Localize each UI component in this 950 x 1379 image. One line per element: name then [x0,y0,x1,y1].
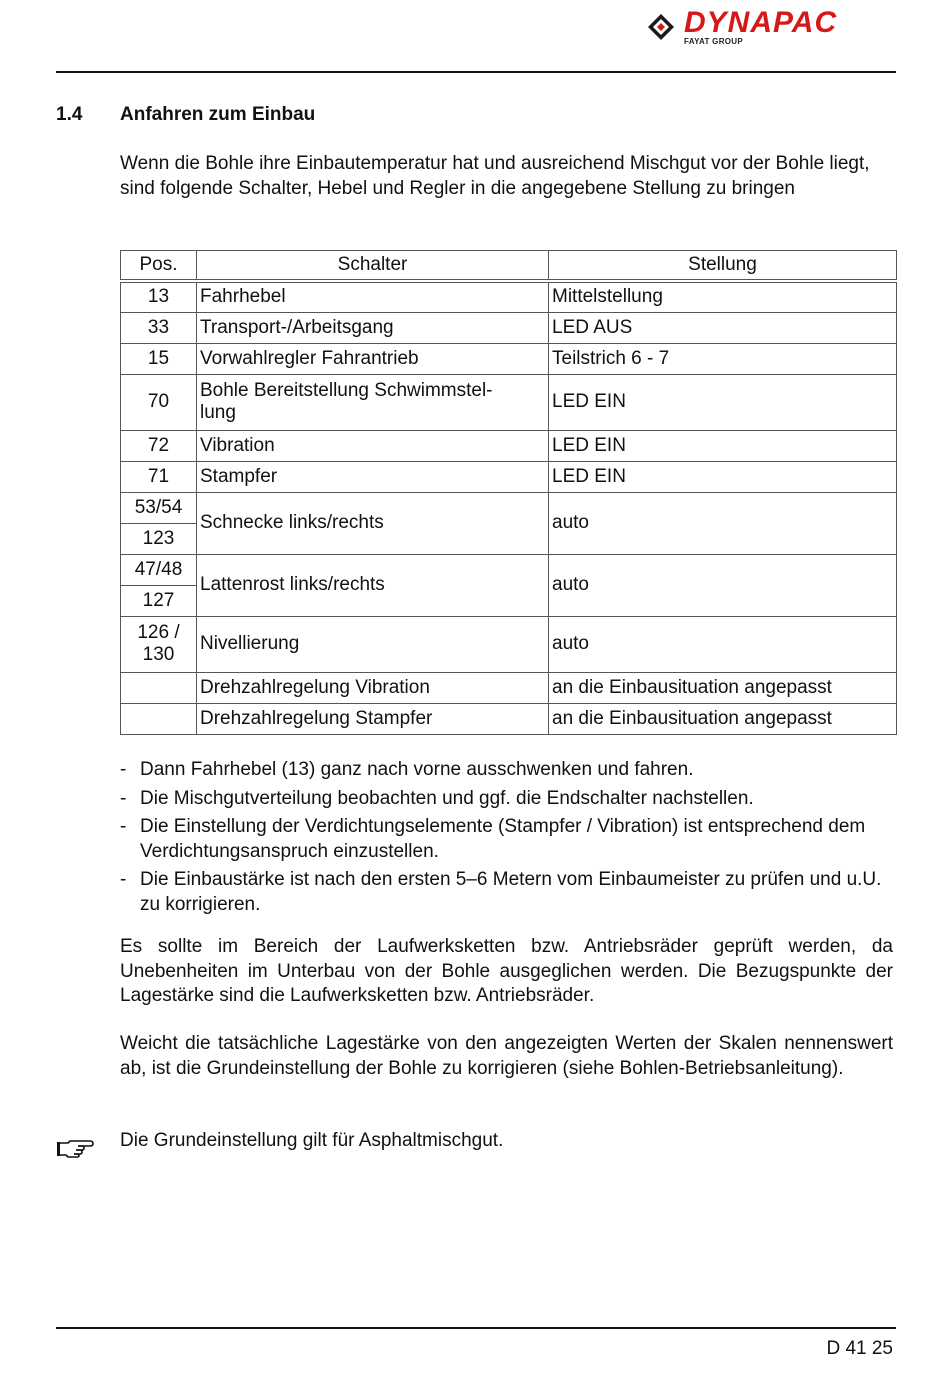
cell-schalter: Lattenrost links/rechts [197,554,549,616]
cell-stellung: LED EIN [549,374,897,430]
cell-stellung: auto [549,492,897,554]
cell-pos: 123 [121,523,197,554]
cell-pos: 13 [121,281,197,312]
pos-text: 126 / 130 [137,622,180,665]
cell-pos: 47/48 [121,554,197,585]
cell-pos: 72 [121,430,197,461]
cell-pos [121,703,197,734]
table-row [121,616,897,672]
cell-stellung: LED EIN [549,430,897,461]
logo-subtext: FAYAT GROUP [684,37,744,46]
table-row [121,492,897,523]
dash-marker: - [120,759,127,780]
list-item-text: Die Mischgutverteilung beobachten und ggf. die Endschalter nachstellen. [140,787,754,809]
cell-schalter [197,374,549,430]
cell-schalter: Vorwahlregler Fahrantrieb [197,343,549,374]
cell-stellung: auto [549,554,897,616]
cell-schalter: Drehzahlregelung Stampfer [197,703,549,734]
cell-schalter: Transport-/Arbeitsgang [197,312,549,343]
list-item [120,868,893,917]
section-number: 1.4 [56,104,83,125]
dash-marker: - [120,816,127,837]
list-item-text: Die Einstellung der Verdichtungselemente (Stampfer / Vibration) ist entsprechend dem Verdichtungsanspruch einzustellen. [140,816,866,862]
dynapac-logo [648,8,898,48]
paragraph-laufwerk: Es sollte im Bereich der Laufwerksketten bzw. Antriebsräder geprüft werden, da Unebenheiten im Unterbau von der Bohle ausgeglichen werden. Die Bezugspunkte der Lagestärke sind die Laufwerksketten bzw. Antriebsräder. [120,936,893,1006]
settings-table [120,250,897,735]
header-rule [56,71,896,73]
cell-pos: 33 [121,312,197,343]
column-header-schalter: Schalter [197,251,549,282]
column-header-stellung: Stellung [549,251,897,282]
cell-stellung: Teilstrich 6 - 7 [549,343,897,374]
list-item [120,758,893,783]
cell-stellung: auto [549,616,897,672]
list-item [120,815,893,864]
instruction-list [120,758,893,921]
table-row [121,703,897,734]
cell-schalter: Vibration [197,430,549,461]
table-row [121,281,897,312]
logo-wordmark: DYNAPAC [684,6,838,39]
cell-pos: 15 [121,343,197,374]
paragraph-lagestaerke: Weicht die tatsächliche Lagestärke von den angezeigten Werten der Skalen nennenswert ab, ist die Grundeinstellung der Bohle zu korrigieren (siehe Bohlen-Betriebsanleitung). [120,1033,893,1079]
cell-schalter: Fahrhebel [197,281,549,312]
table-row [121,554,897,585]
section-title: Anfahren zum Einbau [120,104,316,125]
column-header-pos: Pos. [121,251,197,282]
dash-marker: - [120,869,127,890]
page-reference: D 41 25 [826,1338,893,1359]
list-item-text: Die Einbaustärke ist nach den ersten 5–6 Metern vom Einbaumeister zu prüfen und u.U. zu korrigieren. [140,869,882,915]
cell-pos: 71 [121,461,197,492]
table-row [121,374,897,430]
cell-schalter: Schnecke links/rechts [197,492,549,554]
schalter-text: Bohle Bereitstellung Schwimmstel- lung [200,380,493,423]
cell-schalter: Drehzahlregelung Vibration [197,672,549,703]
note-text: Die Grundeinstellung gilt für Asphaltmischgut. [120,1130,504,1151]
dash-marker: - [120,787,127,809]
cell-stellung: an die Einbausituation angepasst [549,703,897,734]
cell-schalter: Nivellierung [197,616,549,672]
cell-pos: 53/54 [121,492,197,523]
cell-pos [121,672,197,703]
list-item [120,787,893,812]
cell-pos [121,616,197,672]
cell-stellung: LED AUS [549,312,897,343]
table-row [121,461,897,492]
cell-stellung: LED EIN [549,461,897,492]
table-row [121,430,897,461]
intro-paragraph: Wenn die Bohle ihre Einbautemperatur hat und ausreichend Mischgut vor der Bohle liegt, sind folgende Schalter, Hebel und Regler in die angegebene Stellung zu bringen [120,153,870,199]
footer-rule [56,1327,896,1329]
pointing-hand-icon [56,1134,94,1158]
table-row [121,343,897,374]
table-header-row [121,251,897,282]
cell-pos: 70 [121,374,197,430]
cell-stellung: an die Einbausituation angepasst [549,672,897,703]
cell-stellung: Mittelstellung [549,281,897,312]
cell-pos: 127 [121,585,197,616]
list-item-text: Dann Fahrhebel (13) ganz nach vorne ausschwenken und fahren. [140,759,694,780]
logo-mark-icon [648,14,674,40]
cell-schalter: Stampfer [197,461,549,492]
table-row [121,312,897,343]
table-row [121,672,897,703]
